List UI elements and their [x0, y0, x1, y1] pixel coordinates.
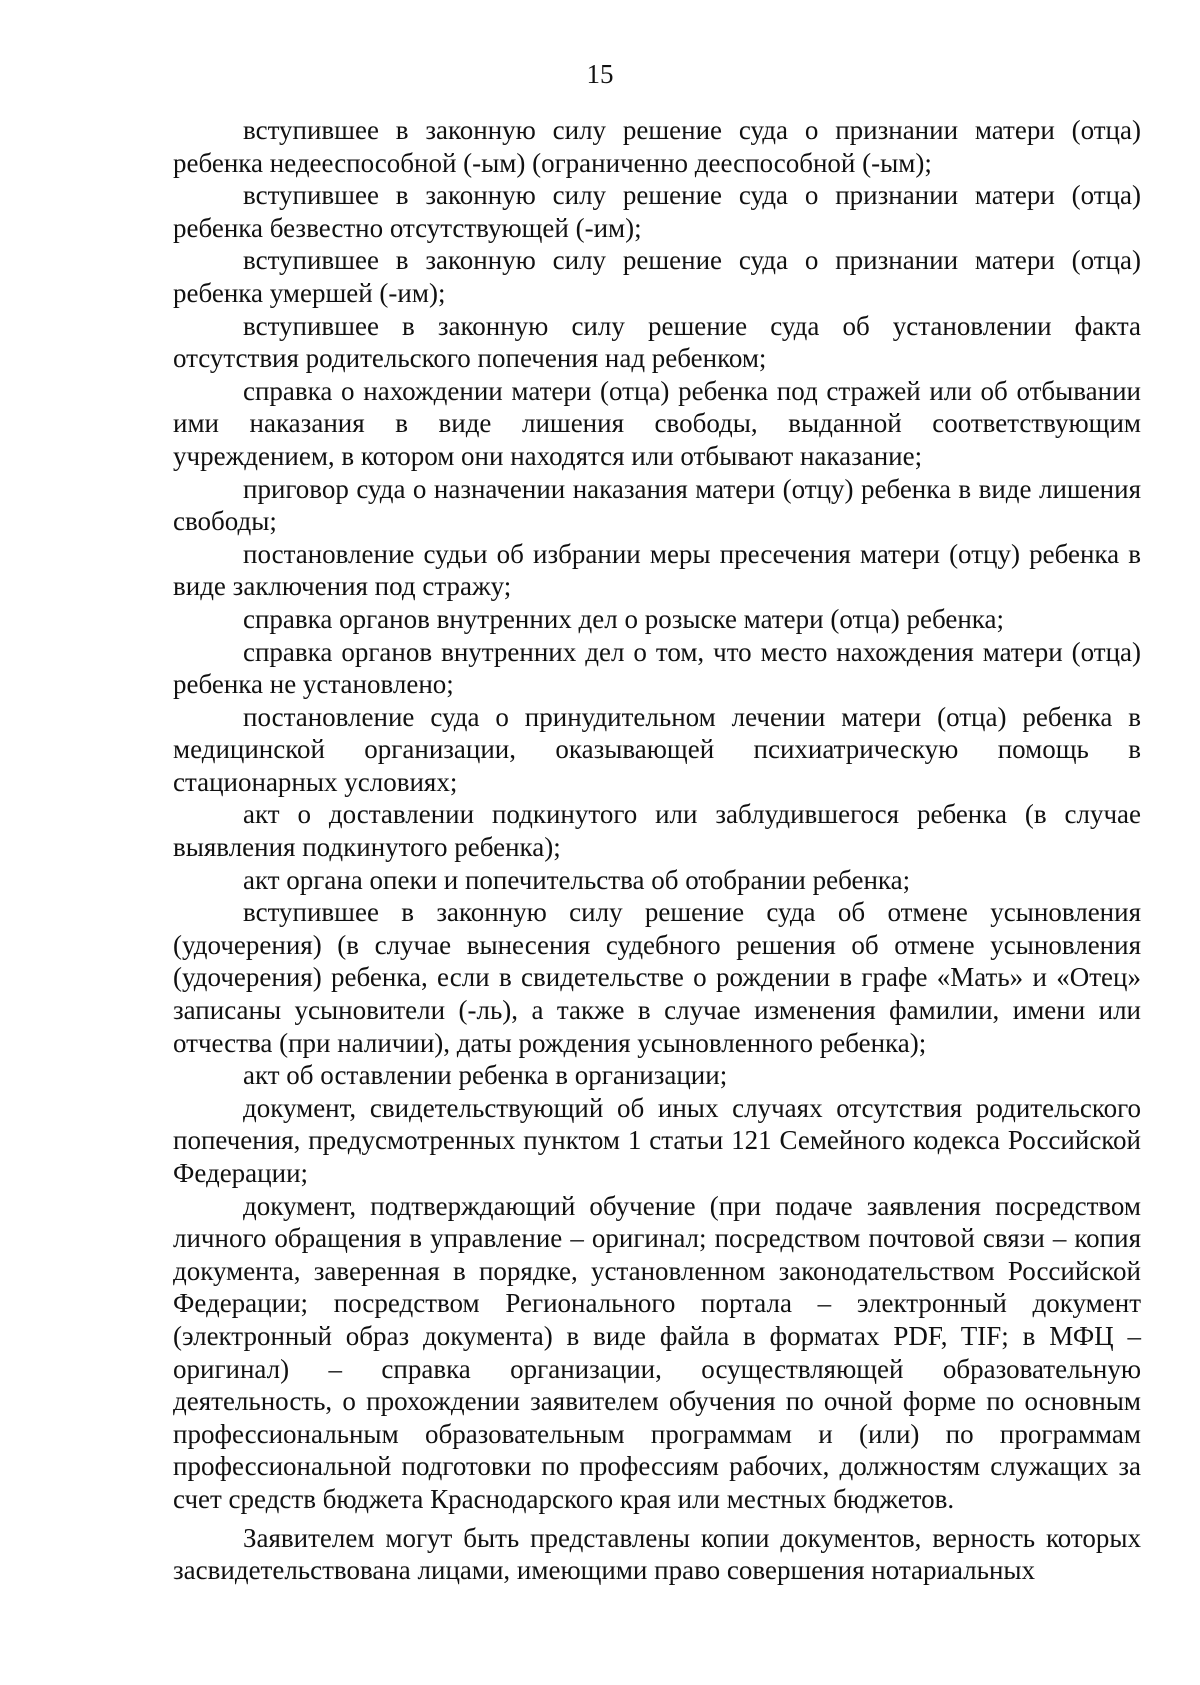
paragraph-2: вступившее в законную силу решение суда о признании матери (отца) ребенка безвестно отсутствующей (-им);	[173, 180, 1141, 243]
paragraph-16: документ, подтверждающий обучение (при подаче заявления посредством личного обращения в управление – оригинал; посредством почтовой связи – копия документа, заверенная в порядке, установленном законодательством Российской Федерации; посредством Регионального портала – электронный документ (электронный образ документа) в виде файла в форматах PDF, TIF; в МФЦ – оригинал) – справка организации, осуществляющей образовательную деятельность, о прохождении заявителем обучения по очной форме по основным профессиональным образовательным программам и (или) по программам профессиональной подготовки по профессиям рабочих, должностям служащих за счет средств бюджета Краснодарского края или местных бюджетов.	[173, 1190, 1141, 1514]
paragraph-8: справка органов внутренних дел о розыске матери (отца) ребенка;	[243, 603, 1004, 634]
paragraph-17: Заявителем могут быть представлены копии документов, верность которых засвидетельствована лицами, имеющими право совершения нотариальных	[173, 1522, 1141, 1586]
paragraph-14: акт об оставлении ребенка в организации;	[243, 1060, 728, 1091]
paragraph-12: акт органа опеки и попечительства об отобрании ребенка;	[243, 864, 911, 895]
paragraph-13: вступившее в законную силу решение суда об отмене усыновления (удочерения) (в случае вынесения судебного решения об отмене усыновления (удочерения) ребенка, если в свидетельстве о рождении в графе «Мать» и «Отец» записаны усыновители (-ль), а также в случае изменения фамилии, имени или отчества (при наличии), даты рождения усыновленного ребенка);	[173, 897, 1141, 1058]
paragraph-9: справка органов внутренних дел о том, что место нахождения матери (отца) ребенка не установлено;	[173, 636, 1141, 700]
paragraph-7: постановление судьи об избрании меры пресечения матери (отцу) ребенка в виде заключения под стражу;	[173, 538, 1141, 602]
document-body	[173, 114, 1141, 1587]
paragraph-10: постановление суда о принудительном лечении матери (отца) ребенка в медицинской организации, оказывающей психиатрическую помощь в стационарных условиях;	[173, 701, 1141, 797]
paragraph-3: вступившее в законную силу решение суда о признании матери (отца) ребенка умершей (-им);	[173, 245, 1141, 308]
paragraph-1: вступившее в законную силу решение суда о признании матери (отца) ребенка недееспособной (-ым) (ограниченно дееспособной (-ым);	[173, 115, 1141, 178]
page-number: 15	[586, 59, 614, 89]
paragraph-11: акт о доставлении подкинутого или заблудившегося ребенка (в случае выявления подкинутого ребенка);	[173, 799, 1141, 863]
paragraph-4: вступившее в законную силу решение суда об установлении факта отсутствия родительского попечения над ребенком;	[173, 310, 1141, 374]
paragraph-15: документ, свидетельствующий об иных случаях отсутствия родительского попечения, предусмотренных пунктом 1 статьи 121 Семейного кодекса Российской Федерации;	[173, 1092, 1141, 1188]
paragraph-5: справка о нахождении матери (отца) ребенка под стражей или об отбывании ими наказания в виде лишения свободы, выданной соответствующим учреждением, в котором они находятся или отбывают наказание;	[173, 375, 1141, 471]
paragraph-6: приговор суда о назначении наказания матери (отцу) ребенка в виде лишения свободы;	[173, 473, 1141, 537]
